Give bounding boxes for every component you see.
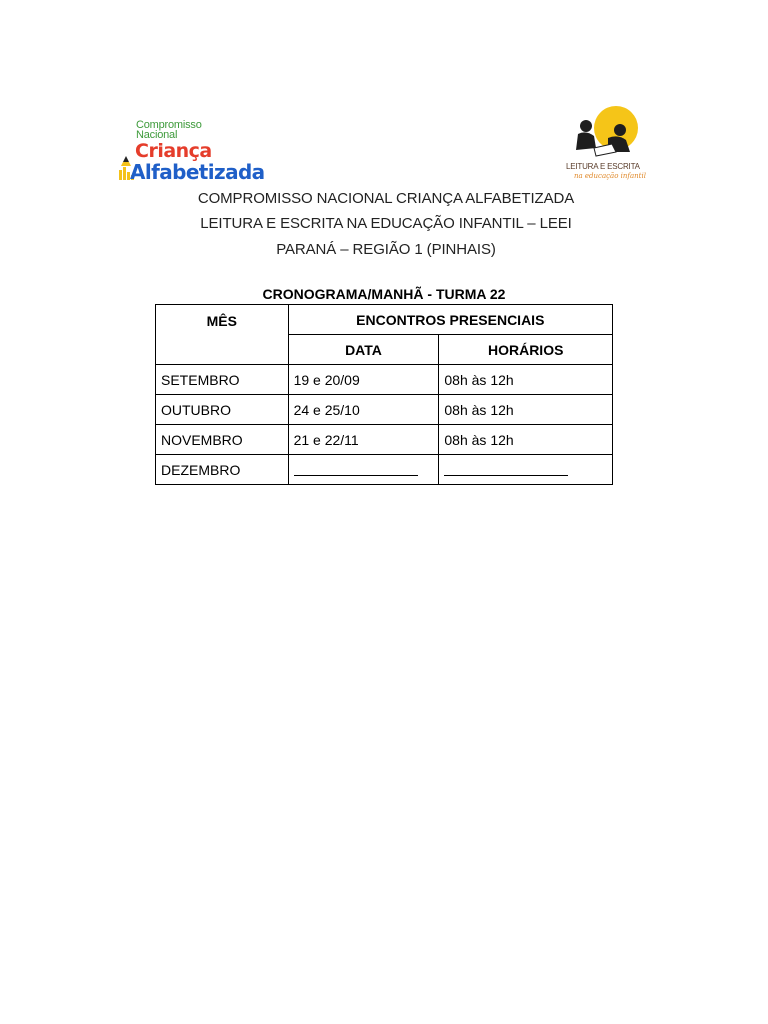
- cell-month: SETEMBRO: [156, 365, 289, 395]
- cell-date: 19 e 20/09: [288, 365, 439, 395]
- logo-text-leitura-escrita: LEITURA E ESCRITA: [566, 162, 640, 171]
- cell-month: OUTUBRO: [156, 395, 289, 425]
- table-row: [156, 425, 613, 455]
- blank-fill-line: [294, 461, 418, 476]
- crianca-alfabetizada-logo: [118, 118, 268, 186]
- cell-date-blank: [288, 455, 439, 485]
- column-header-month: MÊS: [156, 305, 289, 365]
- schedule-table: [155, 304, 613, 485]
- cell-time: 08h às 12h: [439, 425, 613, 455]
- sun-children-reading-icon: [568, 104, 640, 160]
- blank-fill-line: [444, 461, 568, 476]
- logo-text-compromisso: Compromisso: [136, 119, 202, 131]
- cell-time-blank: [439, 455, 613, 485]
- logo-text-alfabetizada: Alfabetizada: [130, 160, 265, 184]
- cell-date: 21 e 22/11: [288, 425, 439, 455]
- schedule-title: CRONOGRAMA/MANHÃ - TURMA 22: [262, 286, 506, 302]
- table-row: [156, 365, 613, 395]
- cell-time: 08h às 12h: [439, 365, 613, 395]
- cell-month: NOVEMBRO: [156, 425, 289, 455]
- cell-month: DEZEMBRO: [156, 455, 289, 485]
- column-header-time: HORÁRIOS: [439, 335, 613, 365]
- logo-text-nacional: Nacional: [136, 129, 178, 141]
- logo-text-crianca: Criança: [135, 140, 212, 162]
- column-header-date: DATA: [288, 335, 439, 365]
- table-row: [156, 455, 613, 485]
- header-program-name: COMPROMISSO NACIONAL CRIANÇA ALFABETIZADA: [197, 190, 575, 207]
- leei-logo: [560, 104, 646, 186]
- table-row: [156, 395, 613, 425]
- header-program-subtitle: LEITURA E ESCRITA NA EDUCAÇÃO INFANTIL – LEEI: [200, 215, 572, 232]
- logo-text-educacao-infantil: na educação infantil: [574, 172, 646, 180]
- column-header-group: ENCONTROS PRESENCIAIS: [288, 305, 612, 335]
- cell-date: 24 e 25/10: [288, 395, 439, 425]
- table-header-row: [156, 305, 613, 335]
- header-region: PARANÁ – REGIÃO 1 (PINHAIS): [276, 241, 496, 258]
- cell-time: 08h às 12h: [439, 395, 613, 425]
